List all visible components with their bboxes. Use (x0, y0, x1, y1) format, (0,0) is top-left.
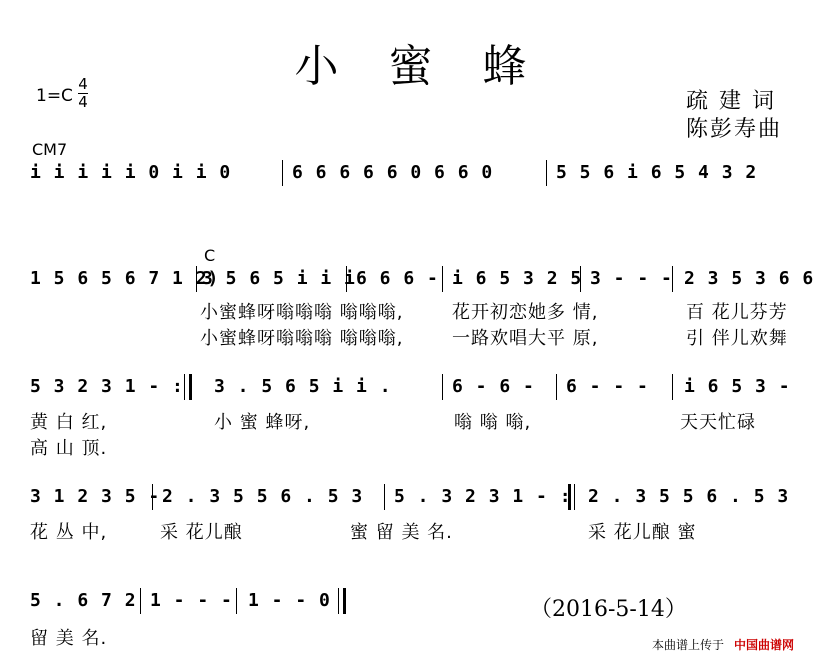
date: （2016-5-14） (530, 597, 687, 622)
chord-label: C (204, 246, 216, 265)
key-signature: 1=C (36, 86, 73, 106)
notes: i 6 5 3 - (684, 376, 791, 397)
notes: 6 6 6 - (356, 268, 439, 289)
notes: i i i i i 0 i i 0 (30, 162, 232, 183)
lyric-line: 小蜜蜂呀嗡嗡嗡 嗡嗡嗡, (200, 302, 404, 323)
notes: 6 - - - (566, 376, 649, 397)
site-logo: 中国曲谱网 (734, 638, 795, 652)
notes: 2 . 3 5 5 6 . 5 3 (162, 486, 364, 507)
lyric-line: 引 伴儿欢舞 (686, 328, 788, 349)
notes: 2 . 3 5 5 6 . 5 3 (588, 486, 790, 507)
time-signature (78, 76, 88, 111)
lyric-line: 蜜 留 美 名. (350, 522, 453, 543)
notes: 1 - - 0 (248, 590, 331, 611)
lyric-line: 黄 白 红, (30, 412, 108, 433)
time-sig-top: 4 (78, 75, 88, 93)
notes: 1 - - - (150, 590, 233, 611)
chord-label: CM7 (32, 140, 68, 159)
notes: 3 - - - (590, 268, 673, 289)
lyric-line: 留 美 名. (30, 628, 108, 649)
notes: 5 5 6 i 6 5 4 3 2 (556, 162, 758, 183)
lyric-line: 嗡 嗡 嗡, (454, 412, 532, 433)
page-title: 小 蜜 蜂 (294, 41, 545, 92)
notes: 3 . 5 6 5 i i . (214, 376, 392, 397)
lyric-line: 花开初恋她多 情, (452, 302, 599, 323)
footer-text: 本曲谱上传于 (652, 638, 725, 652)
notes: 6 - 6 - (452, 376, 535, 397)
lyric-line: 百 花儿芬芳 (686, 302, 788, 323)
notes: 5 . 6 7 2 (30, 590, 137, 611)
notes: i 6 5 3 2 5 (452, 268, 583, 289)
lyric-line: 小蜜蜂呀嗡嗡嗡 嗡嗡嗡, (200, 328, 404, 349)
notes: 3 5 6 5 i i i (202, 268, 356, 289)
lyric-line: 采 花儿酿 (160, 522, 243, 543)
lyricist: 疏 建 词 (686, 89, 776, 114)
lyric-line: 小 蜜 蜂呀, (214, 412, 311, 433)
notes: 1 5 6 5 6 7 1 2) (30, 268, 220, 289)
lyric-line: 天天忙碌 (680, 412, 756, 433)
time-sig-bottom: 4 (78, 93, 88, 111)
lyric-line: 采 花儿酿 蜜 (588, 522, 697, 543)
notes: 6 6 6 6 6 0 6 6 0 (292, 162, 494, 183)
notes: 5 3 2 3 1 - : (30, 376, 184, 397)
notes: 2 3 5 3 6 6 (684, 268, 815, 289)
notes: 3 1 2 3 5 - (30, 486, 161, 507)
lyric-line: 花 丛 中, (30, 522, 108, 543)
lyric-line: 一路欢唱大平 原, (452, 328, 599, 349)
lyric-line: 高 山 顶. (30, 438, 108, 459)
notes: 5 . 3 2 3 1 - : (394, 486, 572, 507)
composer: 陈彭寿曲 (686, 117, 783, 142)
